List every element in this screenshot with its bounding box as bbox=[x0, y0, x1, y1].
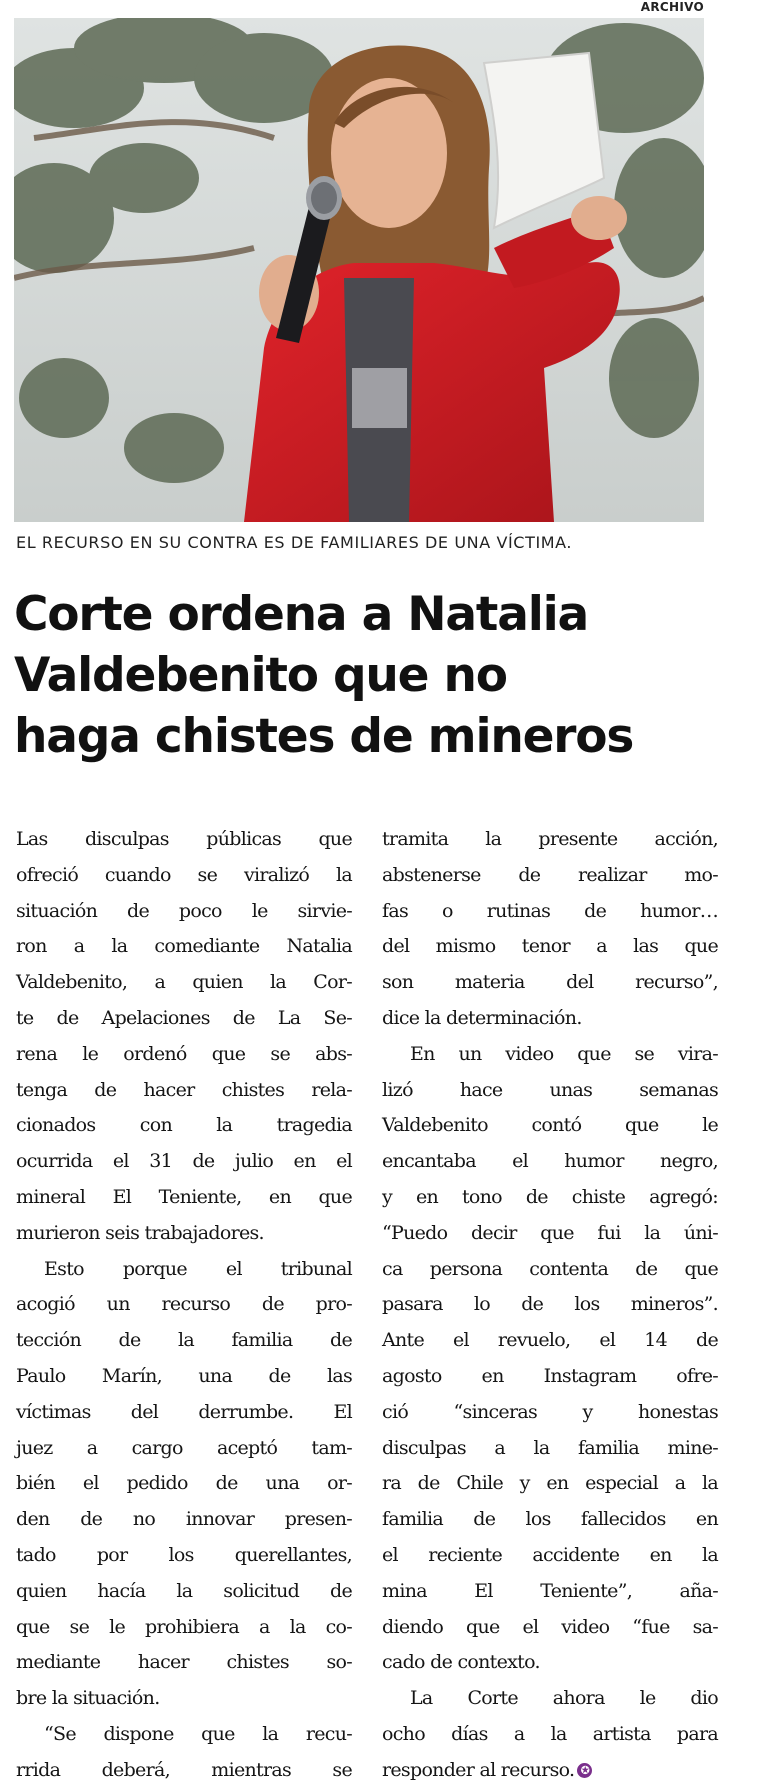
body-line: Esto porque el tribunal bbox=[44, 1257, 352, 1280]
body-line-last bbox=[382, 1753, 718, 1789]
body-line: son materia del recurso”, bbox=[382, 971, 718, 994]
body-line: el reciente accidente en la bbox=[382, 1543, 718, 1566]
headline-line: haga chistes de mineros bbox=[14, 709, 634, 764]
body-line: den de no innovar presen- bbox=[16, 1508, 352, 1531]
photo-credit: ARCHIVO bbox=[640, 0, 704, 14]
body-line: fas o rutinas de humor… bbox=[382, 899, 718, 922]
body-line: víctimas del derrumbe. El bbox=[16, 1400, 352, 1423]
body-line: lizó hace unas semanas bbox=[382, 1078, 718, 1101]
body-line: del mismo tenor a las que bbox=[382, 935, 718, 958]
body-line: encantaba el humor negro, bbox=[382, 1150, 718, 1173]
body-line: La Corte ahora le dio bbox=[410, 1687, 718, 1710]
body-line: abstenerse de realizar mo- bbox=[382, 863, 718, 886]
body-column-right bbox=[382, 822, 718, 1789]
body-line: agosto en Instagram ofre- bbox=[382, 1364, 718, 1387]
body-line: bre la situación. bbox=[16, 1687, 160, 1710]
body-line: Las disculpas públicas que bbox=[16, 828, 352, 850]
photo-caption: EL RECURSO EN SU CONTRA ES DE FAMILIARES DE UNA VÍCTIMA. bbox=[16, 533, 573, 552]
body-line: rena le ordenó que se abs- bbox=[16, 1042, 352, 1065]
body-line: Ante el revuelo, el 14 de bbox=[382, 1329, 718, 1352]
body-line: y en tono de chiste agregó: bbox=[382, 1185, 718, 1208]
body-line: bién el pedido de una or- bbox=[16, 1472, 352, 1495]
body-column-left bbox=[16, 822, 352, 1789]
body-line: tección de la familia de bbox=[16, 1329, 352, 1352]
body-line: quien hacía la solicitud de bbox=[16, 1579, 352, 1602]
body-line: disculpas a la familia mine- bbox=[382, 1436, 718, 1459]
body-line: te de Apelaciones de La Se- bbox=[16, 1006, 352, 1029]
body-line: rrida deberá, mientras se bbox=[16, 1758, 352, 1781]
body-line: situación de poco le sirvie- bbox=[16, 899, 352, 922]
headline-line: Valdebenito que no bbox=[14, 648, 507, 703]
body-line: ció “sinceras y honestas bbox=[382, 1400, 718, 1423]
body-line: Valdebenito, a quien la Cor- bbox=[16, 971, 352, 994]
body-line: ofreció cuando se viralizó la bbox=[16, 863, 352, 886]
article-photo bbox=[14, 18, 704, 522]
body-line: pasara lo de los mineros”. bbox=[382, 1293, 718, 1316]
body-line: “Puedo decir que fui la úni- bbox=[382, 1221, 718, 1244]
body-line: mina El Teniente”, aña- bbox=[382, 1579, 718, 1602]
body-line: diendo que el video “fue sa- bbox=[382, 1615, 718, 1638]
body-line: En un video que se vira- bbox=[410, 1042, 718, 1065]
body-line-text: responder al recurso. bbox=[382, 1758, 575, 1781]
body-line: dice la determinación. bbox=[382, 1006, 582, 1029]
body-line: murieron seis trabajadores. bbox=[16, 1221, 264, 1244]
body-line: “Se dispone que la recu- bbox=[44, 1722, 352, 1745]
body-line: tramita la presente acción, bbox=[382, 828, 718, 850]
headline bbox=[14, 584, 714, 767]
body-line: mediante hacer chistes so- bbox=[16, 1651, 352, 1674]
body-line: acogió un recurso de pro- bbox=[16, 1293, 352, 1316]
body-line: tenga de hacer chistes rela- bbox=[16, 1078, 352, 1101]
end-of-article-mark-icon: ✪ bbox=[577, 1763, 592, 1778]
body-line: ron a la comediante Natalia bbox=[16, 935, 352, 958]
body-line: familia de los fallecidos en bbox=[382, 1508, 718, 1531]
body-line: Valdebenito contó que le bbox=[382, 1114, 718, 1137]
body-line: tado por los querellantes, bbox=[16, 1543, 352, 1566]
body-line: ocurrida el 31 de julio en el bbox=[16, 1150, 352, 1173]
body-line: mineral El Teniente, en que bbox=[16, 1185, 352, 1208]
body-line: ra de Chile y en especial a la bbox=[382, 1472, 718, 1495]
headline-line: Corte ordena a Natalia bbox=[14, 587, 589, 642]
body-line: que se le prohibiera a la co- bbox=[16, 1615, 352, 1638]
body-line: Paulo Marín, una de las bbox=[16, 1364, 352, 1387]
body-line: ocho días a la artista para bbox=[382, 1722, 718, 1745]
body-line: cado de contexto. bbox=[382, 1651, 540, 1674]
body-line: cionados con la tragedia bbox=[16, 1114, 352, 1137]
body-line: juez a cargo aceptó tam- bbox=[16, 1436, 352, 1459]
body-line: ca persona contenta de que bbox=[382, 1257, 718, 1280]
